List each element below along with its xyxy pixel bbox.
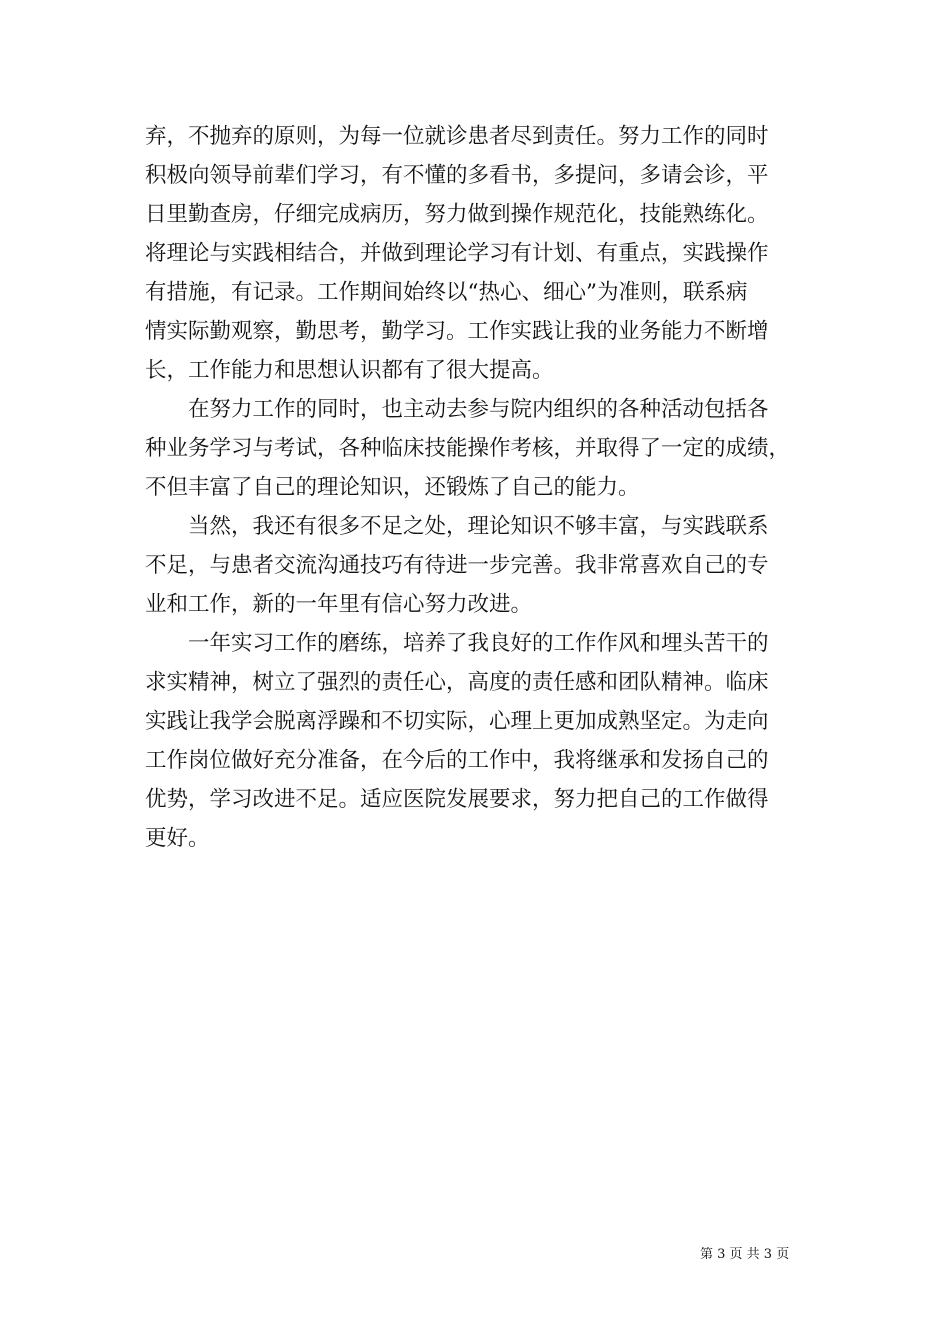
body-text bbox=[145, 117, 809, 858]
text-line: 种业务学习与考试，各种临床技能操作考核，并取得了一定的成绩， bbox=[145, 436, 791, 461]
text-line: 更好。 bbox=[145, 826, 210, 851]
text-line: 一年实习工作的磨练，培养了我良好的工作作风和埋头苦干的 bbox=[145, 631, 769, 656]
text-line: 实践让我学会脱离浮躁和不切实际，心理上更加成熟坚定。为走向 bbox=[145, 709, 769, 734]
text-line: 当然，我还有很多不足之处，理论知识不够丰富，与实践联系 bbox=[145, 514, 769, 539]
text-line: 求实精神，树立了强烈的责任心，高度的责任感和团队精神。临床 bbox=[145, 670, 769, 695]
text-line: 日里勤查房，仔细完成病历，努力做到操作规范化，技能熟练化。 bbox=[145, 202, 769, 227]
text-line: 业和工作，新的一年里有信心努力改进。 bbox=[145, 592, 533, 617]
paragraph-4 bbox=[145, 624, 809, 858]
page-number: 第 3 页 共 3 页 bbox=[700, 1247, 790, 1262]
paragraph-3 bbox=[145, 507, 809, 624]
paragraph-1 bbox=[145, 117, 809, 390]
text-line: 不但丰富了自己的理论知识，还锻炼了自己的能力。 bbox=[145, 475, 640, 500]
text-line: 弃，不抛弃的原则，为每一位就诊患者尽到责任。努力工作的同时 bbox=[145, 124, 769, 149]
text-line: 不足，与患者交流沟通技巧有待进一步完善。我非常喜欢自己的专 bbox=[145, 553, 769, 578]
text-line: 优势，学习改进不足。适应医院发展要求，努力把自己的工作做得 bbox=[145, 787, 769, 812]
text-line: 有措施，有记录。工作期间始终以“热心、细心”为准则，联系病 bbox=[145, 280, 748, 305]
text-line: 积极向领导前辈们学习，有不懂的多看书，多提问，多请会诊，平 bbox=[145, 163, 769, 188]
text-line: 长，工作能力和思想认识都有了很大提高。 bbox=[145, 358, 554, 383]
text-line: 工作岗位做好充分准备，在今后的工作中，我将继承和发扬自己的 bbox=[145, 748, 769, 773]
text-line: 将理论与实践相结合，并做到理论学习有计划、有重点，实践操作 bbox=[145, 241, 769, 266]
text-line: 情实际勤观察，勤思考，勤学习。工作实践让我的业务能力不断增 bbox=[145, 319, 769, 344]
paragraph-2 bbox=[145, 390, 809, 507]
text-line: 在努力工作的同时，也主动去参与院内组织的各种活动包括各 bbox=[145, 397, 769, 422]
